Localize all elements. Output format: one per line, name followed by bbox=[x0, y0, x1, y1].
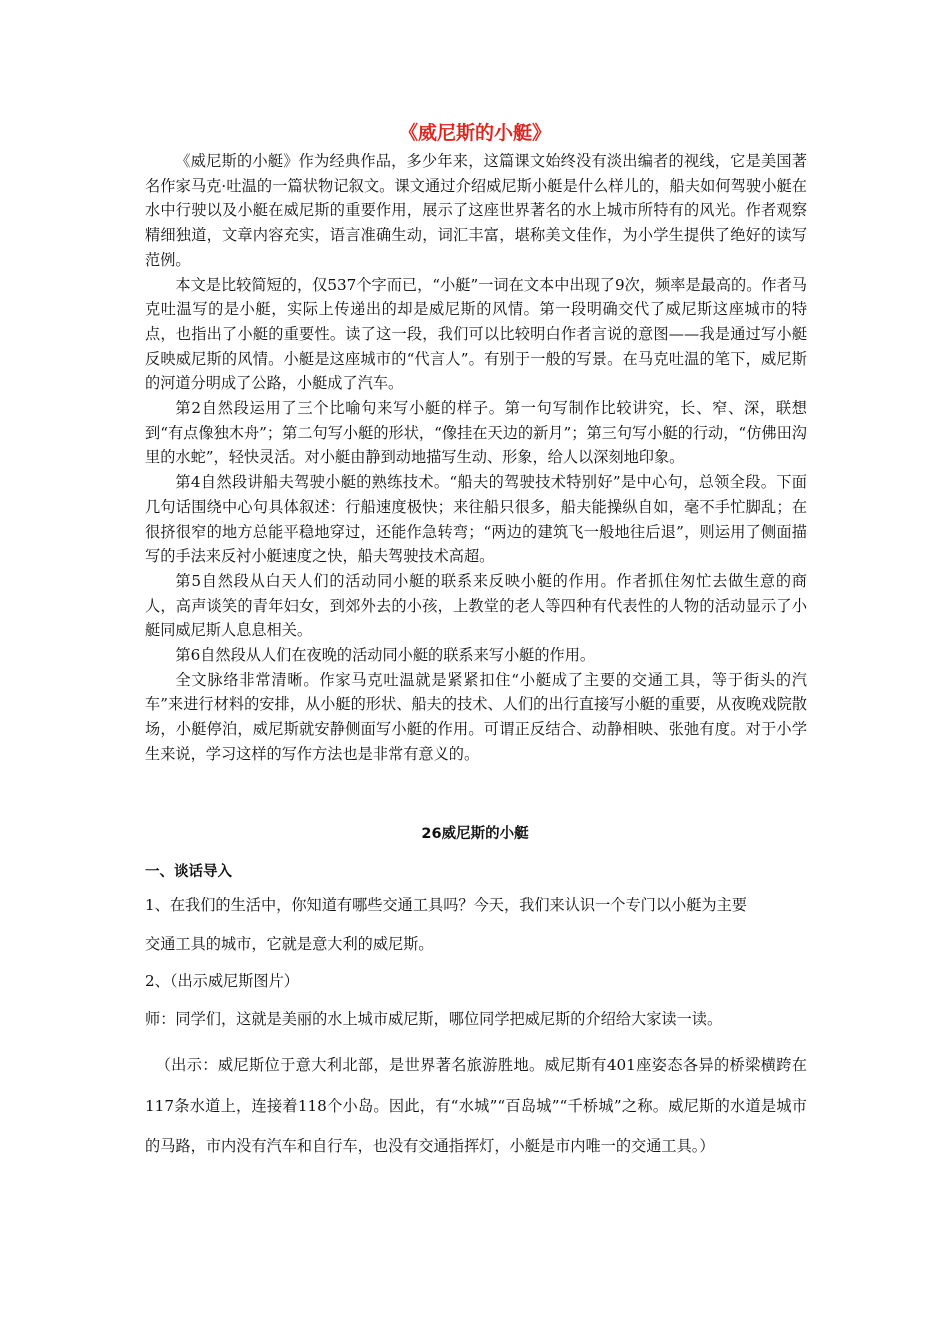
lesson-line: 1、在我们的生活中，你知道有哪些交通工具吗？今天，我们来认识一个专门以小艇为主要 bbox=[145, 896, 747, 914]
essay-paragraph: 第2自然段运用了三个比喻句来写小艇的样子。第一句写制作比较讲究，长、窄、深，联想到“有点像独木舟”；第二句写小艇的形状，“像挂在天边的新月”；第三句写小艇的行动，“仿佛田沟里的水蛇”，轻快灵活。对小艇由静到动地描写生动、形象，给人以深刻地印象。 bbox=[145, 399, 807, 467]
document-title: 《威尼斯的小艇》 bbox=[398, 122, 551, 144]
essay-paragraph: 《威尼斯的小艇》作为经典作品，多少年来，这篇课文始终没有淡出编者的视线，它是美国著名作家马克·吐温的一篇状物记叙文。课文通过介绍威尼斯小艇是什么样儿的，船夫如何驾驶小艇在水中行驶以及小艇在威尼斯的重要作用，展示了这座世界著名的水上城市所特有的风光。作者观察精细独道，文章内容充实，语言准确生动，词汇丰富，堪称美文佳作，为小学生提供了绝好的读写范例。 bbox=[145, 152, 807, 269]
essay-paragraph: 第4自然段讲船夫驾驶小艇的熟练技术。“船夫的驾驶技术特别好”是中心句，总领全段。下面几句话围绕中心句具体叙述：行船速度极快；来往船只很多，船夫能操纵自如，毫不手忙脚乱；在很挤很窄的地方总能平稳地穿过，还能作急转弯；“两边的建筑飞一般地往后退”，则运用了侧面描写的手法来反衬小艇速度之快，船夫驾驶技术高超。 bbox=[145, 473, 807, 566]
essay-paragraph: 第5自然段从白天人们的活动同小艇的联系来反映小艇的作用。作者抓住匆忙去做生意的商人，高声谈笑的青年妇女，到郊外去的小孩，上教堂的老人等四种有代表性的人物的活动显示了小艇同威尼斯人息息相关。 bbox=[145, 571, 807, 640]
lesson-line: 2、（出示威尼斯图片） bbox=[145, 972, 299, 990]
essay-paragraph: 本文是比较简短的，仅537个字而已，“小艇”一词在文本中出现了9次，频率是最高的。作者马克吐温写的是小艇，实际上传递出的却是威尼斯的风情。第一段明确交代了威尼斯这座城市的特点，也指出了小艇的重要性。读了这一段，我们可以比较明白作者言说的意图——我是通过写小艇反映威尼斯的风情。小艇是这座城市的“代言人”。有别于一般的写景。在马克吐温的笔下，威尼斯的河道分明成了公路，小艇成了汽车。 bbox=[145, 275, 807, 393]
essay-body bbox=[145, 149, 807, 767]
lesson-quote: （出示：威尼斯位于意大利北部，是世界著名旅游胜地。威尼斯有401座姿态各异的桥梁横跨在117条水道上，连接着118个小岛。因此，有“水城”“百岛城”“千桥城”之称。威尼斯的水道是城市的马路，市内没有汽车和自行车，也没有交通指挥灯，小艇是市内唯一的交通工具。） bbox=[145, 1056, 807, 1155]
lesson-title: 26威尼斯的小艇 bbox=[421, 826, 529, 842]
lesson-line: 交通工具的城市，它就是意大利的威尼斯。 bbox=[145, 935, 434, 953]
lesson-line: 师：同学们，这就是美丽的水上城市威尼斯，哪位同学把威尼斯的介绍给大家读一读。 bbox=[145, 1010, 723, 1028]
section-heading: 一、谈话导入 bbox=[145, 864, 232, 880]
essay-paragraph: 全文脉络非常清晰。作家马克吐温就是紧紧扣住“小艇成了主要的交通工具，等于街头的汽车”来进行材料的安排，从小艇的形状、船夫的技术、人们的出行直接写小艇的重要，从夜晚戏院散场，小艇停泊，威尼斯就安静侧面写小艇的作用。可谓正反结合、动静相映、张弛有度。对于小学生来说，学习这样的写作方法也是非常有意义的。 bbox=[145, 670, 807, 763]
essay-paragraph: 第6自然段从人们在夜晚的活动同小艇的联系来写小艇的作用。 bbox=[175, 646, 596, 665]
